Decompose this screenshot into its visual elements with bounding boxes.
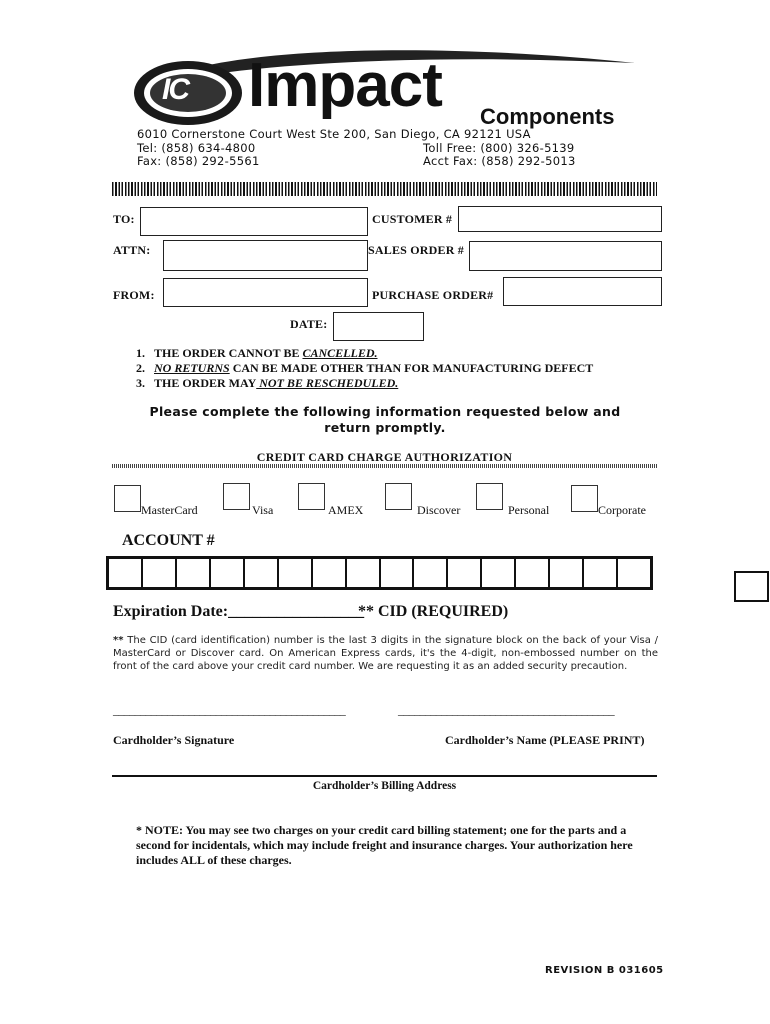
customer-label: CUSTOMER # — [372, 212, 453, 226]
corporate-checkbox[interactable] — [571, 485, 598, 512]
company-toll-free: Toll Free: (800) 326-5139 — [423, 141, 575, 155]
expiration-date: Expiration Date:_________________ — [113, 603, 365, 620]
rule-emphasis: CANCELLED. — [302, 346, 378, 360]
account-digit-box[interactable] — [414, 559, 448, 587]
rule-text: THE ORDER CANNOT BE — [154, 346, 303, 360]
amex-label: AMEX — [328, 503, 364, 517]
cid-label: ** CID (REQUIRED) — [358, 603, 509, 620]
to-field[interactable] — [140, 207, 368, 236]
cid-box[interactable] — [734, 571, 769, 602]
logo-name: Impact — [248, 51, 442, 120]
rule-number: 2. — [136, 361, 145, 375]
sales-order-label: SALES ORDER # — [368, 243, 464, 257]
customer-field[interactable] — [458, 206, 662, 232]
visa-label: Visa — [252, 503, 274, 517]
signature-label: Cardholder’s Signature — [113, 733, 235, 747]
signature-line[interactable]: ___________________________________________ — [113, 703, 346, 717]
discover-label: Discover — [417, 503, 461, 517]
rule-number: 1. — [136, 346, 145, 360]
cc-section-title: CREDIT CARD CHARGE AUTHORIZATION — [256, 450, 513, 464]
billing-address-line[interactable] — [112, 775, 657, 777]
company-fax: Fax: (858) 292-5561 — [137, 154, 260, 168]
account-digit-box[interactable] — [313, 559, 347, 587]
rule-emphasis: NOT BE RESCHEDULED. — [256, 376, 399, 390]
account-digit-box[interactable] — [618, 559, 650, 587]
to-label: TO: — [113, 212, 135, 226]
rule-emphasis: NO RETURNS — [154, 361, 230, 375]
date-label: DATE: — [290, 317, 328, 331]
purchase-order-label: PURCHASE ORDER# — [372, 288, 494, 302]
account-label: ACCOUNT # — [122, 532, 215, 549]
account-digit-box[interactable] — [347, 559, 381, 587]
charges-note: * NOTE: You may see two charges on your credit card billing statement; one for the parts and a second for incidentals, which may include freight and insurance charges. Your authorization here includes ALL of these charges. — [136, 823, 633, 867]
section-divider — [112, 464, 657, 468]
billing-address-label: Cardholder’s Billing Address — [312, 780, 457, 792]
rule-number: 3. — [136, 376, 145, 390]
personal-label: Personal — [508, 503, 550, 517]
rule-item — [136, 361, 593, 376]
cid-note-star: ** — [113, 635, 124, 646]
company-acct-fax: Acct Fax: (858) 292-5013 — [423, 154, 576, 168]
from-field[interactable] — [163, 278, 368, 307]
rule-text-after: CAN BE MADE OTHER THAN FOR MANUFACTURING DEFECT — [229, 361, 594, 375]
personal-checkbox[interactable] — [476, 483, 503, 510]
visa-checkbox[interactable] — [223, 483, 250, 510]
attn-label: ATTN: — [113, 243, 151, 257]
account-number-field[interactable] — [106, 556, 653, 590]
rule-item — [136, 376, 593, 391]
logo-sub: Components — [480, 104, 615, 129]
account-digit-box[interactable] — [211, 559, 245, 587]
date-field[interactable] — [333, 312, 424, 341]
mastercard-label: MasterCard — [141, 503, 198, 517]
rule-item — [136, 346, 593, 361]
account-digit-box[interactable] — [279, 559, 313, 587]
cid-note-text: The CID (card identification) number is the last 3 digits in the signature block on the back of your Visa / MasterCard or Discover card. On American Express cards, it's the 4-digit, non-embossed number on the front of the card above your credit card number. We are requesting it as an added security precaution. — [113, 635, 658, 672]
account-digit-box[interactable] — [109, 559, 143, 587]
account-digit-box[interactable] — [584, 559, 618, 587]
account-digit-box[interactable] — [550, 559, 584, 587]
sales-order-field[interactable] — [469, 241, 662, 271]
account-digit-box[interactable] — [482, 559, 516, 587]
rule-text: THE ORDER MAY — [154, 376, 257, 390]
account-digit-box[interactable] — [143, 559, 177, 587]
company-address: 6010 Cornerstone Court West Ste 200, San Diego, CA 92121 USA — [137, 127, 531, 141]
account-digit-box[interactable] — [381, 559, 415, 587]
logo-mark: IC — [162, 73, 188, 106]
instruction-text: Please complete the following information requested below and return promptly. — [149, 404, 621, 435]
printed-name-line[interactable]: ________________________________________ — [398, 703, 615, 717]
purchase-order-field[interactable] — [503, 277, 662, 306]
corporate-label: Corporate — [598, 503, 646, 517]
company-tel: Tel: (858) 634-4800 — [137, 141, 256, 155]
cid-note — [113, 634, 658, 673]
mastercard-checkbox[interactable] — [114, 485, 141, 512]
printed-name-label: Cardholder’s Name (PLEASE PRINT) — [445, 733, 645, 747]
account-digit-box[interactable] — [245, 559, 279, 587]
discover-checkbox[interactable] — [385, 483, 412, 510]
order-rules — [136, 346, 593, 391]
account-digit-box[interactable] — [516, 559, 550, 587]
company-logo — [130, 45, 640, 133]
revision-label: REVISION B 031605 — [545, 965, 664, 976]
amex-checkbox[interactable] — [298, 483, 325, 510]
attn-field[interactable] — [163, 240, 368, 271]
barcode — [112, 182, 657, 196]
account-digit-box[interactable] — [448, 559, 482, 587]
from-label: FROM: — [113, 288, 155, 302]
account-digit-box[interactable] — [177, 559, 211, 587]
